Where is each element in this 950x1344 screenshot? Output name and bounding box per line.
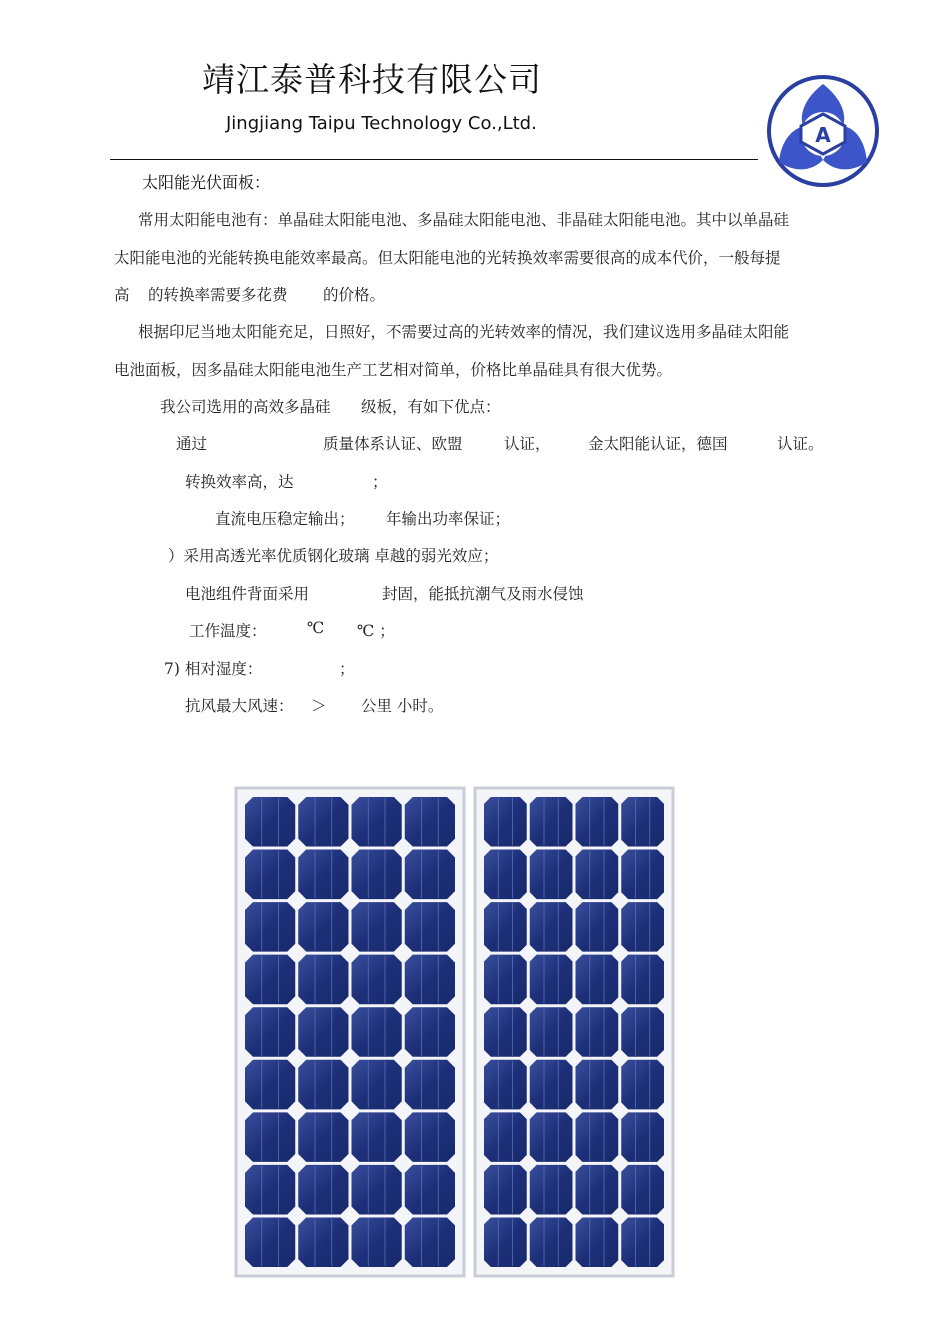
paragraph-3-b: 级板，有如下优点：	[361, 398, 501, 416]
solar-cell	[530, 797, 573, 847]
solar-cell	[352, 1165, 402, 1215]
solar-cell	[245, 1112, 295, 1162]
solar-cell	[298, 850, 348, 900]
solar-cell	[245, 1060, 295, 1110]
paragraph-1-line-3b: 的转换率需要多花费	[148, 286, 288, 304]
solar-cell	[621, 1217, 664, 1267]
solar-cell	[298, 1060, 348, 1110]
solar-cell	[484, 850, 527, 900]
solar-cell	[484, 1165, 527, 1215]
solar-cell	[576, 1165, 619, 1215]
advantage-4: ）采用高透光率优质钢化玻璃 卓越的弱光效应；	[168, 547, 499, 565]
solar-panel-right	[475, 788, 673, 1276]
advantage-7-part-1: 7) 相对湿度：	[164, 660, 263, 678]
solar-cell	[621, 1165, 664, 1215]
solar-cell	[576, 850, 619, 900]
solar-cell	[621, 1060, 664, 1110]
advantage-2-part-2: ；	[372, 473, 388, 491]
solar-cell	[576, 1060, 619, 1110]
solar-cell	[530, 1112, 573, 1162]
solar-cell	[298, 1007, 348, 1057]
solar-cell	[298, 902, 348, 952]
solar-cell	[245, 955, 295, 1005]
solar-cell	[352, 1007, 402, 1057]
solar-cell	[405, 1060, 455, 1110]
advantage-1-part-1: 通过	[176, 435, 208, 453]
solar-cell	[530, 955, 573, 1005]
solar-cell	[530, 902, 573, 952]
advantage-2-part-1: 转换效率高，达	[185, 473, 294, 491]
company-name-cn: 靖江泰普科技有限公司	[202, 60, 542, 99]
advantage-7-part-2: ；	[339, 660, 355, 678]
solar-cell	[352, 850, 402, 900]
solar-cell	[530, 850, 573, 900]
solar-cell	[484, 902, 527, 952]
solar-cell	[245, 1007, 295, 1057]
solar-cell	[530, 1007, 573, 1057]
advantage-1-part-2: 质量体系认证、欧盟	[323, 435, 463, 453]
solar-cell	[298, 955, 348, 1005]
solar-cell	[484, 1217, 527, 1267]
solar-cell	[352, 1060, 402, 1110]
solar-cell	[484, 797, 527, 847]
solar-cell	[621, 1112, 664, 1162]
advantage-6-part-2: ℃	[307, 619, 325, 637]
solar-cell	[621, 797, 664, 847]
solar-cell	[298, 1165, 348, 1215]
solar-cell	[621, 850, 664, 900]
solar-cell	[352, 1217, 402, 1267]
solar-cell	[484, 1112, 527, 1162]
advantage-5-part-2: 封固，能抵抗潮气及雨水侵蚀	[382, 585, 584, 603]
advantage-1-part-3: 认证，	[504, 435, 551, 453]
solar-cell	[298, 797, 348, 847]
solar-cell	[405, 1112, 455, 1162]
solar-cell	[484, 1007, 527, 1057]
solar-cell	[245, 1217, 295, 1267]
header-divider	[110, 159, 758, 160]
solar-cell	[405, 1165, 455, 1215]
paragraph-1-line-3c: 的价格。	[323, 286, 386, 304]
solar-cell	[298, 1112, 348, 1162]
paragraph-2-line-2: 电池面板，因多晶硅太阳能电池生产工艺相对简单，价格比单晶硅具有很大优势。	[114, 361, 673, 379]
solar-cell	[576, 1112, 619, 1162]
paragraph-1-line-1: 常用太阳能电池有：单晶硅太阳能电池、多晶硅太阳能电池、非晶硅太阳能电池。其中以单晶硅	[138, 211, 790, 229]
advantage-8-part-3: 公里 小时。	[361, 697, 444, 715]
solar-cell	[405, 1007, 455, 1057]
solar-cell	[352, 902, 402, 952]
solar-cell	[576, 902, 619, 952]
solar-cell	[352, 955, 402, 1005]
advantage-3-part-1: 直流电压稳定输出；	[215, 510, 355, 528]
paragraph-2-line-1: 根据印尼当地太阳能充足，日照好，不需要过高的光转效率的情况，我们建议选用多晶硅太阳能	[138, 323, 790, 341]
company-logo	[765, 74, 885, 190]
advantage-8-part-2: ＞	[311, 697, 327, 715]
solar-cell	[530, 1165, 573, 1215]
solar-cell	[405, 955, 455, 1005]
solar-cell	[405, 850, 455, 900]
solar-cell	[621, 955, 664, 1005]
solar-cell	[530, 1217, 573, 1267]
solar-cell	[621, 902, 664, 952]
solar-cell	[405, 902, 455, 952]
solar-panel-left	[236, 788, 464, 1276]
solar-cell	[298, 1217, 348, 1267]
solar-cell	[245, 850, 295, 900]
advantage-8-part-1: 抗风最大风速：	[185, 697, 294, 715]
paragraph-3-a: 我公司选用的高效多晶硅	[160, 398, 331, 416]
solar-cell	[405, 1217, 455, 1267]
solar-cell	[484, 955, 527, 1005]
solar-cell	[352, 797, 402, 847]
solar-cell	[245, 1165, 295, 1215]
solar-cell	[352, 1112, 402, 1162]
solar-cell	[621, 1007, 664, 1057]
advantage-5-part-1: 电池组件背面采用	[185, 585, 310, 603]
advantage-3-part-2: 年输出功率保证；	[386, 510, 511, 528]
solar-cell	[576, 955, 619, 1005]
solar-panels-image	[232, 786, 676, 1278]
solar-cell	[245, 797, 295, 847]
paragraph-1-line-2: 太阳能电池的光能转换电能效率最高。但太阳能电池的光转换效率需要很高的成本代价，一般每提	[114, 249, 781, 267]
advantage-1-part-4: 金太阳能认证，德国	[588, 435, 728, 453]
logo-letter: A	[815, 123, 831, 147]
solar-cell	[576, 1007, 619, 1057]
advantage-6-part-1: 工作温度：	[189, 622, 267, 640]
solar-cell	[484, 1060, 527, 1110]
solar-cell	[530, 1060, 573, 1110]
solar-cell	[405, 797, 455, 847]
advantage-1-part-5: 认证。	[777, 435, 824, 453]
solar-cell	[576, 797, 619, 847]
paragraph-1-line-3a: 高	[114, 286, 130, 304]
solar-cell	[245, 902, 295, 952]
advantage-6-part-3: ℃ ；	[357, 622, 395, 640]
section-title: 太阳能光伏面板：	[142, 173, 271, 192]
company-name-en: Jingjiang Taipu Technology Co.,Ltd.	[226, 113, 537, 134]
solar-cell	[576, 1217, 619, 1267]
